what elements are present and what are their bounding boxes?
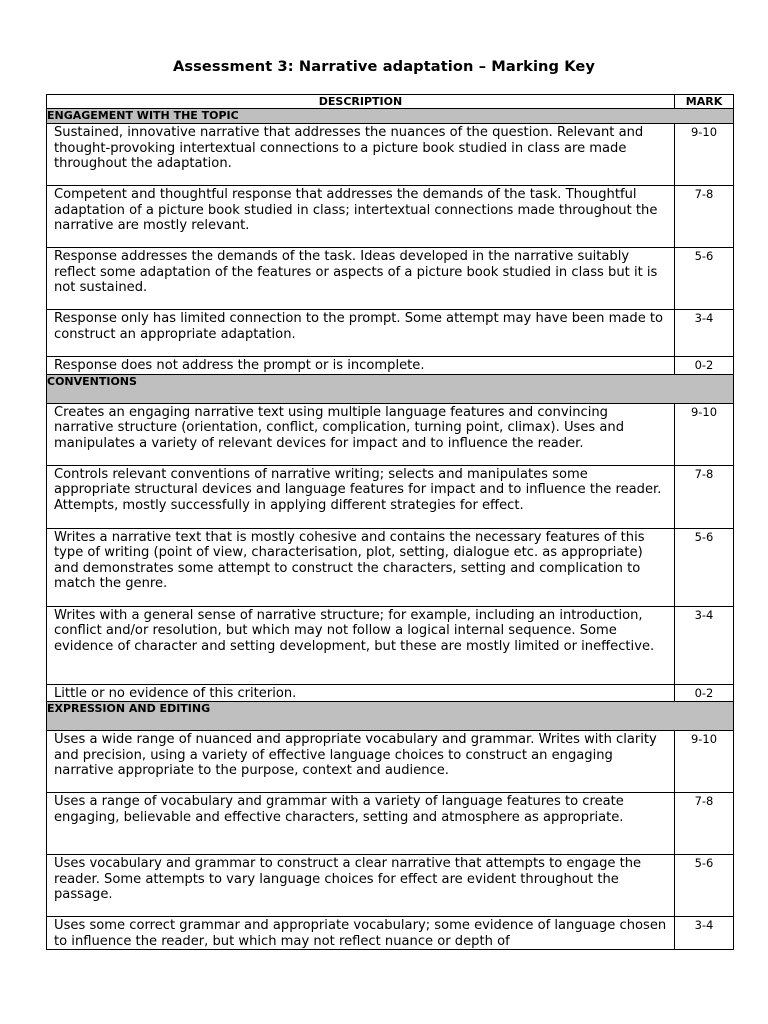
- section-title: ENGAGEMENT WITH THE TOPIC: [47, 109, 734, 124]
- section-header-expression-editing: [47, 702, 734, 731]
- row-mark: 3-4: [675, 606, 734, 684]
- row-description: Response addresses the demands of the task. Ideas developed in the narrative suitably reflect some adaptation of the features or aspects of a picture book studied in class but it is not sustained.: [47, 248, 675, 310]
- row-description: Little or no evidence of this criterion.: [47, 684, 675, 702]
- row-description: Uses a range of vocabulary and grammar with a variety of language features to create engaging, believable and effective characters, setting and atmosphere as appropriate.: [47, 793, 675, 855]
- table-row: [47, 528, 734, 606]
- section-title: EXPRESSION AND EDITING: [47, 702, 734, 731]
- row-description: Uses vocabulary and grammar to construct a clear narrative that attempts to engage the reader. Some attempts to vary language choices for effect are evident throughout the passage.: [47, 855, 675, 917]
- row-description: Uses a wide range of nuanced and appropriate vocabulary and grammar. Writes with clarity and precision, using a variety of effective language choices to construct an engaging narrative appropriate to the purpose, context and audience.: [47, 731, 675, 793]
- row-description: Creates an engaging narrative text using multiple language features and convincing narrative structure (orientation, conflict, complication, turning point, climax). Uses and manipulates a variety of relevant devices for impact and to influence the reader.: [47, 403, 675, 465]
- table-header-row: [47, 95, 734, 109]
- row-description: Writes a narrative text that is mostly cohesive and contains the necessary features of this type of writing (point of view, characterisation, plot, setting, dialogue etc. as appropriate) and demonstrates some attempt to construct the characters, setting and complication to match the genre.: [47, 528, 675, 606]
- table-row: [47, 248, 734, 310]
- row-mark: 9-10: [675, 403, 734, 465]
- row-mark: 5-6: [675, 248, 734, 310]
- section-header-conventions: [47, 374, 734, 403]
- row-description: Writes with a general sense of narrative structure; for example, including an introduction, conflict and/or resolution, but which may not follow a logical internal sequence. Some evidence of character and setting development, but these are mostly limited or ineffective.: [47, 606, 675, 684]
- row-mark: 9-10: [675, 124, 734, 186]
- table-row: [47, 310, 734, 357]
- table-row: [47, 403, 734, 465]
- row-mark: 3-4: [675, 917, 734, 950]
- mark-header: MARK: [675, 95, 734, 109]
- marking-key-table: [46, 94, 734, 950]
- row-mark: 3-4: [675, 310, 734, 357]
- section-header-engagement: [47, 109, 734, 124]
- document-title: Assessment 3: Narrative adaptation – Marking Key: [172, 58, 596, 75]
- description-header: DESCRIPTION: [47, 95, 675, 109]
- row-mark: 7-8: [675, 186, 734, 248]
- table-row: [47, 465, 734, 528]
- table-row: [47, 357, 734, 375]
- row-mark: 0-2: [675, 357, 734, 375]
- table-row: [47, 186, 734, 248]
- row-mark: 9-10: [675, 731, 734, 793]
- row-mark: 5-6: [675, 855, 734, 917]
- table-row: [47, 855, 734, 917]
- table-row: [47, 606, 734, 684]
- row-mark: 0-2: [675, 684, 734, 702]
- row-mark: 7-8: [675, 465, 734, 528]
- table-row: [47, 793, 734, 855]
- table-row: [47, 684, 734, 702]
- row-description: Sustained, innovative narrative that addresses the nuances of the question. Relevant and thought-provoking intertextual connections to a picture book studied in class are made throughout the adaptation.: [47, 124, 675, 186]
- table-row: [47, 731, 734, 793]
- table-row: [47, 124, 734, 186]
- row-description: Response does not address the prompt or is incomplete.: [47, 357, 675, 375]
- table-row: [47, 917, 734, 950]
- row-mark: 5-6: [675, 528, 734, 606]
- row-mark: 7-8: [675, 793, 734, 855]
- row-description: Controls relevant conventions of narrative writing; selects and manipulates some appropriate structural devices and language features for impact and to influence the reader. Attempts, mostly successfully in applying different strategies for effect.: [47, 465, 675, 528]
- row-description: Uses some correct grammar and appropriate vocabulary; some evidence of language chosen to influence the reader, but which may not reflect nuance or depth of: [47, 917, 675, 950]
- section-title: CONVENTIONS: [47, 374, 734, 403]
- row-description: Competent and thoughtful response that addresses the demands of the task. Thoughtful adaptation of a picture book studied in class; intertextual connections made throughout the narrative are mostly relevant.: [47, 186, 675, 248]
- row-description: Response only has limited connection to the prompt. Some attempt may have been made to construct an appropriate adaptation.: [47, 310, 675, 357]
